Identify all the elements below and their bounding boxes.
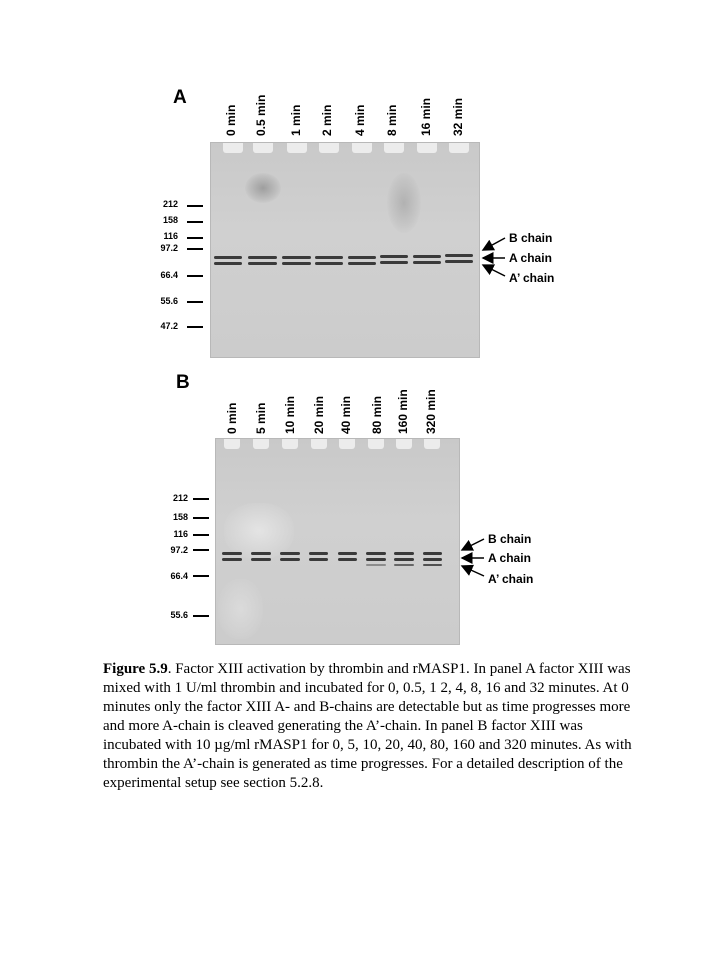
figure-caption — [103, 660, 633, 793]
gel-band — [348, 256, 376, 259]
gel-band — [315, 256, 343, 259]
panel-b-gel-image — [215, 438, 460, 645]
marker-label: 66.4 — [170, 571, 188, 581]
panel-a-lane-label: 4 min — [353, 104, 367, 136]
gel-band — [282, 262, 311, 265]
panel-a-lane-label: 2 min — [320, 104, 334, 136]
marker-label: 212 — [172, 493, 188, 503]
marker-label: 55.6 — [170, 610, 188, 620]
panel-b-lane-label: 5 min — [254, 402, 268, 434]
marker-label: 66.4 — [160, 270, 178, 280]
panel-a-lane-label: 0 min — [224, 104, 238, 136]
arrow-icon — [483, 265, 505, 276]
b-chain-label: B chain — [509, 231, 553, 245]
caption-text: . Factor XIII activation by thrombin and rMASP1. In panel A factor XIII was mixed with 1 U/ml thrombin and incubated for 0, 0.5, 1 2, 4, 8, 16 and 32 minutes. At 0 minutes only the factor XIII A- and B-chains are detectable but as time progresses more and more A-chain is cleaved generating the A’-chain. In panel B factor XIII was incubated with 10 µg/ml rMASP1 for 0, 5, 10, 20, 40, 80, 160 and 320 minutes. As with thrombin the A’-chain is generated as time progresses. For a detailed description of the experimental setup see section 5.2.8. — [103, 661, 632, 791]
gel-band — [309, 558, 328, 561]
marker-label: 116 — [163, 231, 178, 241]
gel-band — [445, 260, 473, 263]
gel-well — [396, 439, 412, 449]
arrow-icon — [483, 238, 505, 250]
gel-band — [380, 261, 408, 264]
arrow-icon — [462, 566, 484, 576]
gel-well — [282, 439, 298, 449]
gel-smear — [387, 173, 421, 233]
gel-band-a-prime — [423, 564, 442, 566]
gel-band — [338, 558, 357, 561]
gel-band — [348, 262, 376, 265]
gel-band — [251, 552, 271, 555]
marker-tick — [187, 275, 203, 277]
a-prime-chain-label: A’ chain — [509, 271, 555, 285]
gel-band — [413, 255, 441, 258]
panel-b-lane-label: 40 min — [339, 395, 353, 434]
panel-b-lane-label: 10 min — [283, 395, 297, 434]
gel-band — [315, 262, 343, 265]
panel-a-lane-label: 16 min — [419, 97, 433, 136]
marker-label: 158 — [172, 512, 188, 522]
marker-tick — [193, 615, 209, 617]
gel-well — [424, 439, 440, 449]
marker-label: 47.2 — [160, 321, 178, 331]
gel-band-a-prime — [366, 564, 386, 566]
gel-band — [251, 558, 271, 561]
marker-tick — [193, 517, 209, 519]
panel-b-letter: B — [176, 372, 190, 393]
caption-label: Figure 5.9 — [103, 661, 168, 677]
panel-b-lane-label: 0 min — [225, 402, 239, 434]
marker-tick — [187, 248, 203, 250]
marker-tick — [193, 498, 209, 500]
panel-a-gel-image — [210, 142, 480, 358]
panel-b-lane-label: 320 min — [424, 389, 438, 434]
gel-smear — [245, 173, 281, 203]
panel-a-lane-label: 0.5 min — [254, 94, 268, 136]
gel-well — [319, 143, 339, 153]
a-prime-chain-label: A’ chain — [488, 572, 534, 586]
gel-well — [417, 143, 437, 153]
gel-well — [311, 439, 327, 449]
marker-tick — [187, 205, 203, 207]
gel-well — [449, 143, 469, 153]
panel-a-lane-label: 32 min — [451, 97, 465, 136]
marker-label: 212 — [162, 199, 178, 209]
gel-band — [214, 262, 242, 265]
marker-tick — [187, 326, 203, 328]
marker-label: 158 — [162, 215, 178, 225]
gel-band — [280, 552, 300, 555]
marker-tick — [187, 237, 203, 239]
gel-well — [224, 439, 240, 449]
gel-band — [413, 261, 441, 264]
marker-tick — [193, 549, 209, 551]
gel-band — [282, 256, 311, 259]
marker-tick — [187, 221, 203, 223]
gel-well — [352, 143, 372, 153]
gel-band — [423, 558, 442, 561]
a-chain-label: A chain — [509, 251, 552, 265]
gel-band — [423, 552, 442, 555]
gel-well — [223, 143, 243, 153]
gel-band — [366, 558, 386, 561]
gel-band — [394, 552, 414, 555]
gel-band — [338, 552, 357, 555]
panel-b-lane-label: 160 min — [396, 389, 410, 434]
gel-well — [253, 439, 269, 449]
marker-label: 97.2 — [160, 243, 178, 253]
gel-band — [280, 558, 300, 561]
panel-a-lane-label: 1 min — [289, 104, 303, 136]
gel-band — [214, 256, 242, 259]
marker-label: 55.6 — [160, 296, 178, 306]
panel-b-lane-label: 20 min — [312, 395, 326, 434]
gel-band — [222, 552, 242, 555]
panel-b-lane-label: 80 min — [370, 395, 384, 434]
gel-band — [248, 262, 277, 265]
marker-tick — [193, 534, 209, 536]
b-chain-label: B chain — [488, 532, 532, 546]
gel-band-a-prime — [394, 564, 414, 566]
gel-band — [222, 558, 242, 561]
gel-well — [384, 143, 404, 153]
gel-band — [309, 552, 328, 555]
arrow-icon — [462, 539, 484, 550]
gel-band — [366, 552, 386, 555]
marker-label: 97.2 — [170, 545, 188, 555]
panel-a-lane-label: 8 min — [385, 104, 399, 136]
gel-band — [394, 558, 414, 561]
gel-band — [248, 256, 277, 259]
panel-a-letter: A — [173, 87, 187, 108]
gel-well — [253, 143, 273, 153]
gel-well — [287, 143, 307, 153]
gel-blotch — [218, 579, 263, 639]
gel-well — [368, 439, 384, 449]
a-chain-label: A chain — [488, 551, 531, 565]
gel-band — [445, 254, 473, 257]
marker-tick — [187, 301, 203, 303]
gel-blotch — [224, 503, 294, 559]
gel-well — [339, 439, 355, 449]
marker-label: 116 — [173, 529, 188, 539]
gel-band — [380, 255, 408, 258]
marker-tick — [193, 575, 209, 577]
